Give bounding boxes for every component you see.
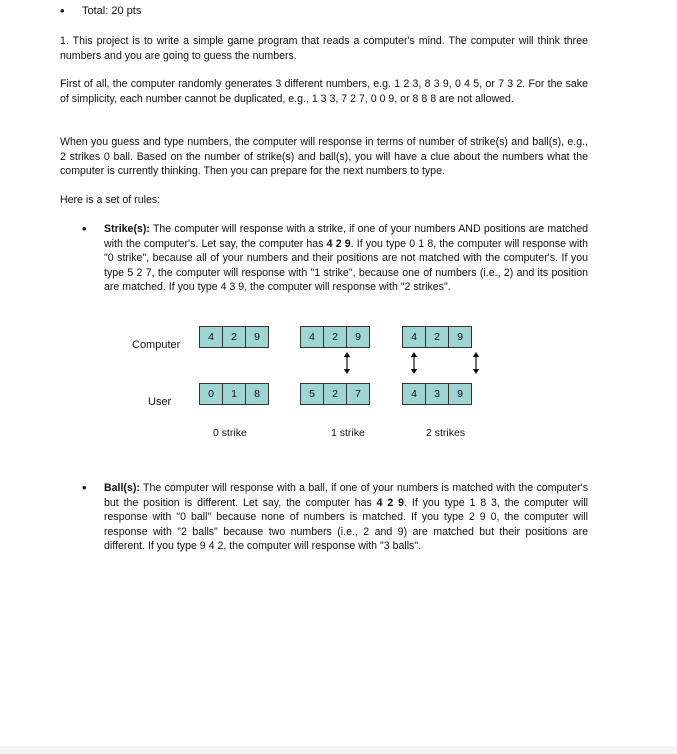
guess-paragraph: When you guess and type numbers, the computer will response in terms of number of strike(s) and ball(s), e.g., 2 strikes 0 ball. Based on the number of strike(s) and ball(s), you will have a clue about the numbers what the computer is currently thinking. Then you can prepare for the next numbers to type.: [60, 136, 588, 177]
ball-text-a: The computer will response with a ball, if one of your numbers is matched with the computer's but the position is different. Let say, the computer has: [104, 482, 588, 509]
bullet-strike: •: [82, 221, 87, 236]
intro-paragraph: 1. This project is to write a simple game program that reads a computer's mind. The computer will think three numbers and you are going to guess the numbers.: [60, 35, 588, 62]
match-arrow-icon: [410, 352, 418, 374]
digit-cell: 1: [223, 384, 246, 404]
result-label-1: 0 strike: [213, 427, 247, 439]
result-label-3: 2 strikes: [426, 427, 466, 439]
digit-cell: 8: [246, 384, 268, 404]
total-points: Total: 20 pts: [82, 5, 142, 17]
computer-digits-2: [300, 326, 370, 348]
digit-cell: 9: [449, 384, 471, 404]
rules-intro: Here is a set of rules:: [60, 194, 161, 206]
digit-cell: 4: [200, 327, 223, 347]
ball-rule: [104, 481, 588, 554]
strike-diagram: [130, 322, 510, 446]
strike-number: 4 2 9: [326, 237, 351, 250]
bullet-total: •: [60, 3, 65, 18]
ball-term: Ball(s):: [104, 482, 140, 494]
digit-cell: 4: [403, 327, 426, 347]
generate-paragraph: First of all, the computer randomly generates 3 different numbers, e.g. 1 2 3, 8 3 9, 0 4 5, or 7 3 2. For the sake of simplicity, each number cannot be duplicated, e.g., 1 3 3, 7 2 7, 0 0 9, or 8 8 8 are not allowed.: [60, 78, 588, 105]
user-digits-2: [300, 383, 370, 405]
computer-digits-3: [402, 326, 472, 348]
computer-label: Computer: [132, 339, 181, 351]
digit-cell: 7: [347, 384, 369, 404]
strike-text-a: The computer will response with a strike, if one of your numbers AND positions are matched with the computer's. Let say, the computer has: [104, 223, 588, 250]
user-label: User: [148, 396, 172, 408]
digit-cell: 2: [324, 327, 347, 347]
digit-cell: 0: [200, 384, 223, 404]
strike-term: Strike(s):: [104, 223, 150, 235]
bullet-ball: •: [82, 480, 87, 495]
user-digits-3: [402, 383, 472, 405]
digit-cell: 4: [301, 327, 324, 347]
computer-digits-1: [199, 326, 269, 348]
result-label-2: 1 strike: [331, 427, 365, 439]
cropped-top-line: [0, 0, 677, 3]
strike-text-b: . If you type 0 1 8, the computer will response with "0 strike", because all of your numbers and their positions are not matched with the computer's. If you type 5 2 7, the computer will response with "1 strike", because one of numbers (i.e., 2) and its position are matched. If you type 4 3 9, the computer will response with "2 strikes".: [104, 237, 589, 293]
digit-cell: 2: [223, 327, 246, 347]
ball-number: 4 2 9: [376, 496, 405, 509]
digit-cell: 4: [403, 384, 426, 404]
match-arrow-icon: [343, 352, 351, 374]
digit-cell: 3: [426, 384, 449, 404]
page-bottom-edge: [0, 746, 677, 754]
digit-cell: 9: [449, 327, 471, 347]
user-digits-1: [199, 383, 269, 405]
digit-cell: 2: [324, 384, 347, 404]
digit-cell: 2: [426, 327, 449, 347]
digit-cell: 9: [347, 327, 369, 347]
ball-text-b: . If you type 1 8 3, the computer will response with "0 ball" because none of numbers is matched. If you type 2 9 0, the computer will response with "2 balls" because two numbers (i.e., 2 and 9) are matched but their positions are different. If you type 9 4 2, the computer will response with "3 balls".: [104, 496, 589, 552]
digit-cell: 5: [301, 384, 324, 404]
strike-rule: [104, 222, 588, 295]
digit-cell: 9: [246, 327, 268, 347]
match-arrow-icon: [472, 352, 480, 374]
